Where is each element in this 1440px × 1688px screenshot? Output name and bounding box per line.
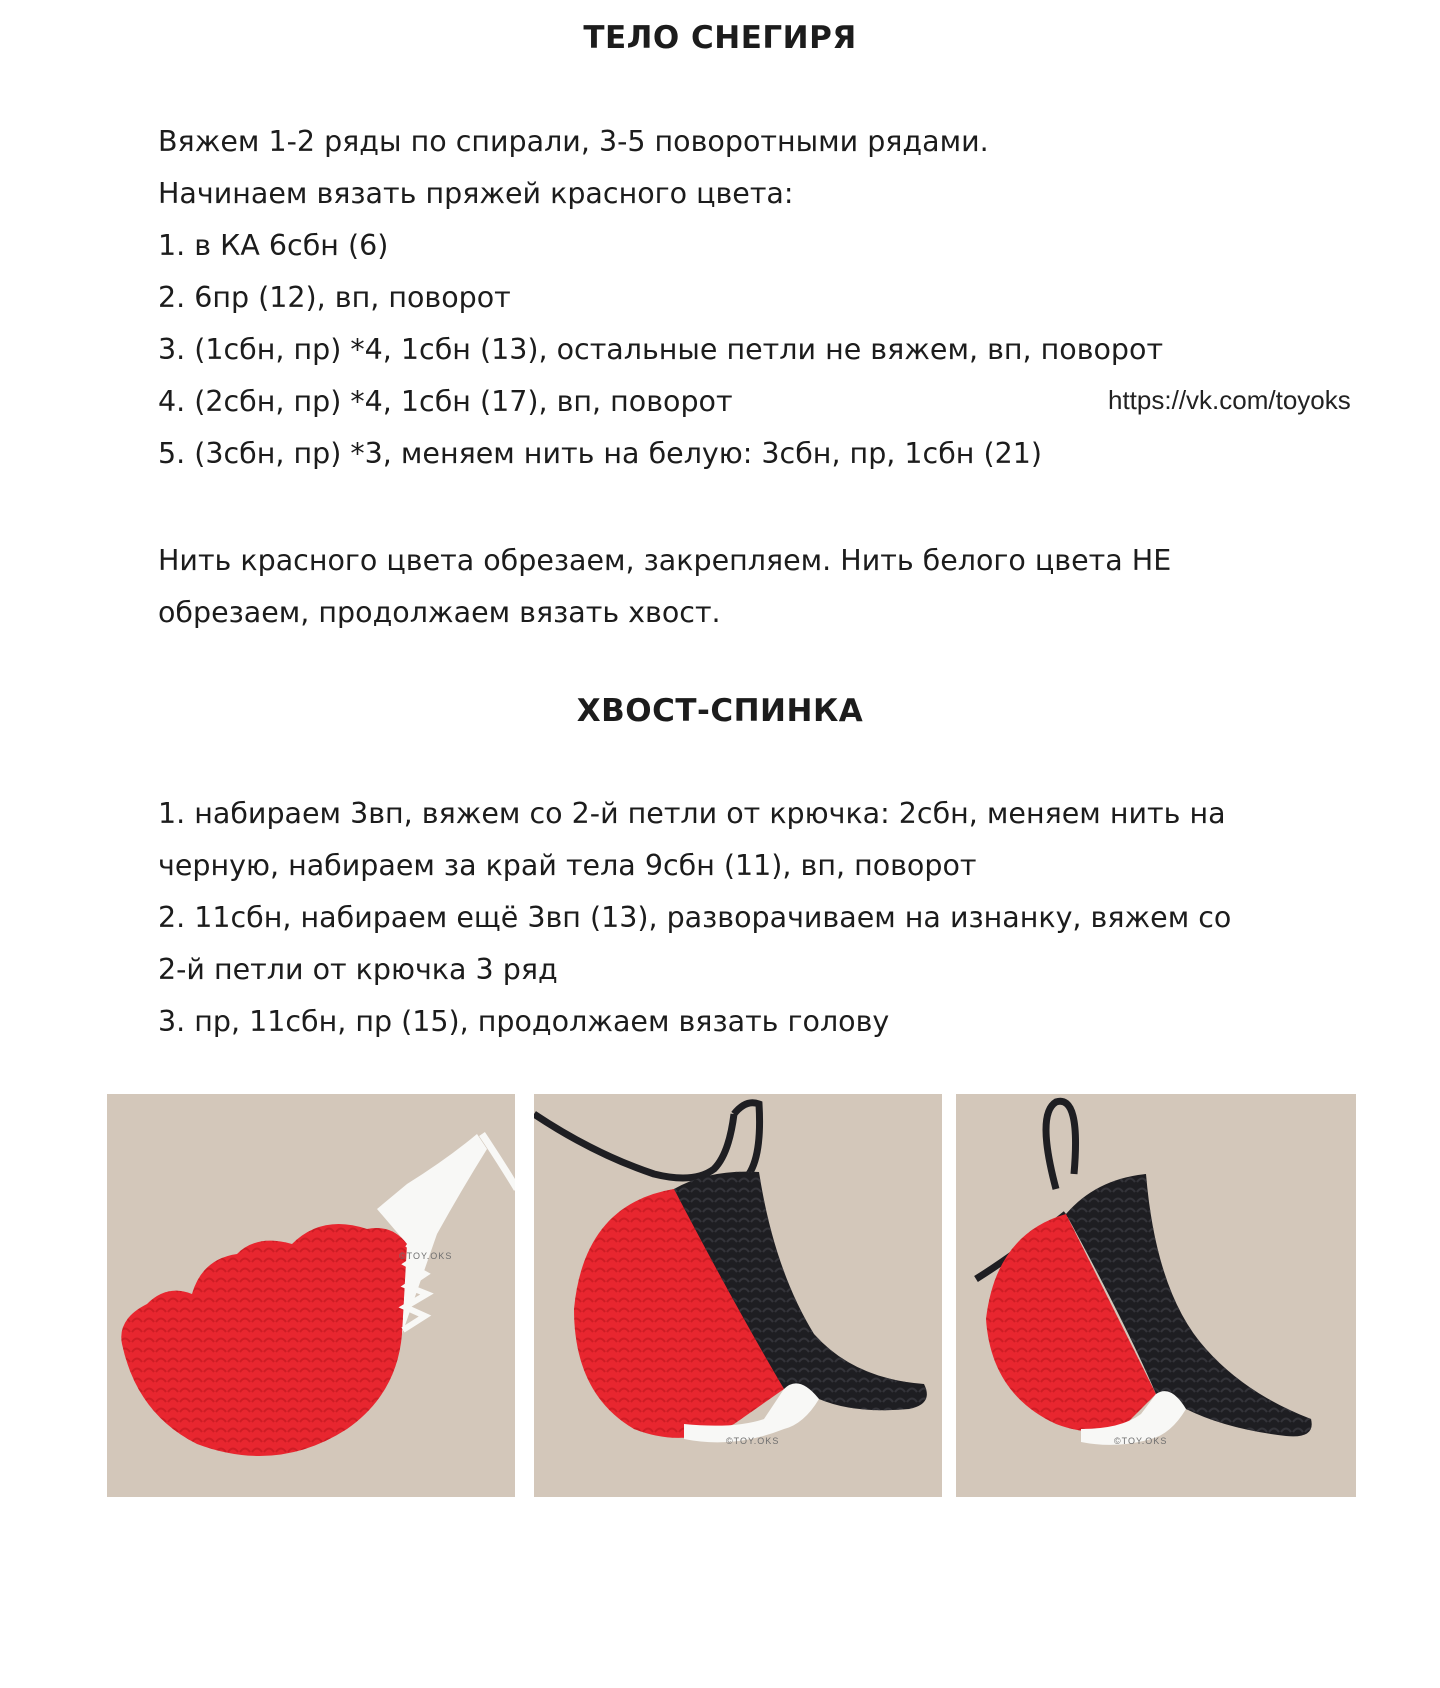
row-instruction: 1. в КА 6сбн (6) (158, 229, 389, 262)
row-instruction: 2. 11сбн, набираем ещё 3вп (13), разворачиваем на изнанку, вяжем со (158, 901, 1232, 934)
body-instructions (158, 116, 1308, 480)
crochet-red-body-icon (107, 1094, 515, 1497)
section-title-body: ТЕЛО СНЕГИРЯ (583, 20, 857, 56)
crochet-red-body-photo (107, 1094, 515, 1497)
instruction-line: Вяжем 1-2 ряды по спирали, 3-5 поворотными рядами. (158, 125, 989, 158)
section-title-tail: ХВОСТ-СПИНКА (576, 693, 864, 729)
crochet-red-black-body-photo (956, 1094, 1356, 1497)
photo-watermark: ©TOY.OKS (399, 1251, 453, 1261)
row-instruction: черную, набираем за край тела 9сбн (11), вп, поворот (158, 849, 977, 882)
photo-watermark: ©TOY.OKS (1114, 1436, 1168, 1446)
note-line: Нить красного цвета обрезаем, закрепляем. Нить белого цвета НЕ (158, 544, 1172, 577)
row-instruction: 3. (1сбн, пр) *4, 1сбн (13), остальные петли не вяжем, вп, поворот (158, 333, 1164, 366)
row-instruction: 2. 6пр (12), вп, поворот (158, 281, 511, 314)
note-line: обрезаем, продолжаем вязать хвост. (158, 596, 721, 629)
row-instruction: 5. (3сбн, пр) *3, меняем нить на белую: 3сбн, пр, 1сбн (21) (158, 437, 1042, 470)
body-note (158, 535, 1308, 639)
tail-instructions (158, 788, 1308, 1048)
row-instruction: 3. пр, 11сбн, пр (15), продолжаем вязать голову (158, 1005, 890, 1038)
instruction-line: Начинаем вязать пряжей красного цвета: (158, 177, 794, 210)
row-instruction: 2-й петли от крючка 3 ряд (158, 953, 558, 986)
crochet-red-black-body-photo (534, 1094, 942, 1497)
photo-watermark: ©TOY.OKS (726, 1436, 780, 1446)
row-instruction: 1. набираем 3вп, вяжем со 2-й петли от крючка: 2сбн, меняем нить на (158, 797, 1226, 830)
crochet-red-black-body-icon (534, 1094, 942, 1497)
source-link[interactable]: https://vk.com/toyoks (1108, 385, 1351, 415)
row-instruction: 4. (2сбн, пр) *4, 1сбн (17), вп, поворот (158, 385, 733, 418)
crochet-red-black-body-icon (956, 1094, 1356, 1497)
